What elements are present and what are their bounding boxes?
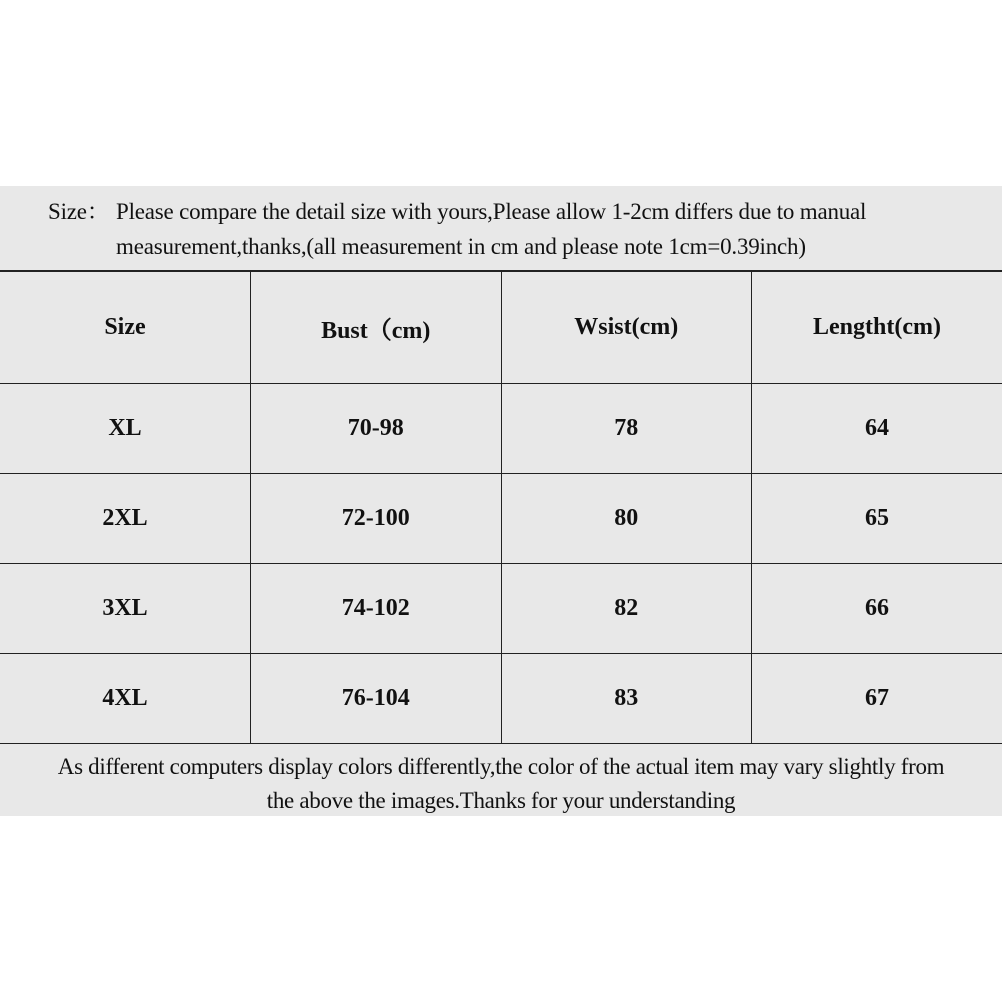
cell-bust: 72-100: [251, 473, 502, 563]
cell-size: XL: [0, 383, 251, 473]
cell-bust: 70-98: [251, 383, 502, 473]
cell-size: 2XL: [0, 473, 251, 563]
size-table: [0, 270, 1002, 744]
size-note-text-1: Please compare the detail size with yours,Please allow 1-2cm differs due to manual: [116, 199, 867, 224]
cell-waist: 82: [501, 563, 752, 653]
table-row: [0, 473, 1002, 563]
cell-waist: 78: [501, 383, 752, 473]
column-header-bust: Bust（cm): [251, 271, 502, 383]
size-note: [0, 186, 1002, 270]
color-disclaimer: [0, 750, 1002, 816]
size-chart: [0, 186, 1002, 816]
column-header-length: Lengtht(cm): [752, 271, 1002, 383]
table-row: [0, 563, 1002, 653]
color-disclaimer-line-1: As different computers display colors differently,the color of the actual item may vary slightly from: [57, 754, 945, 779]
cell-length: 67: [752, 653, 1002, 743]
cell-length: 65: [752, 473, 1002, 563]
cell-size: 3XL: [0, 563, 251, 653]
size-note-prefix: Size：: [48, 199, 110, 224]
size-note-line-2: measurement,thanks,(all measurement in cm and please note 1cm=0.39inch): [116, 234, 806, 259]
table-row: [0, 383, 1002, 473]
cell-waist: 80: [501, 473, 752, 563]
cell-length: 64: [752, 383, 1002, 473]
table-header-row: [0, 271, 1002, 383]
column-header-waist: Wsist(cm): [501, 271, 752, 383]
cell-waist: 83: [501, 653, 752, 743]
cell-bust: 76-104: [251, 653, 502, 743]
color-disclaimer-line-2: the above the images.Thanks for your understanding: [266, 788, 736, 813]
table-row: [0, 653, 1002, 743]
cell-length: 66: [752, 563, 1002, 653]
cell-bust: 74-102: [251, 563, 502, 653]
column-header-size: Size: [0, 271, 251, 383]
size-note-line-1: [48, 194, 972, 229]
cell-size: 4XL: [0, 653, 251, 743]
